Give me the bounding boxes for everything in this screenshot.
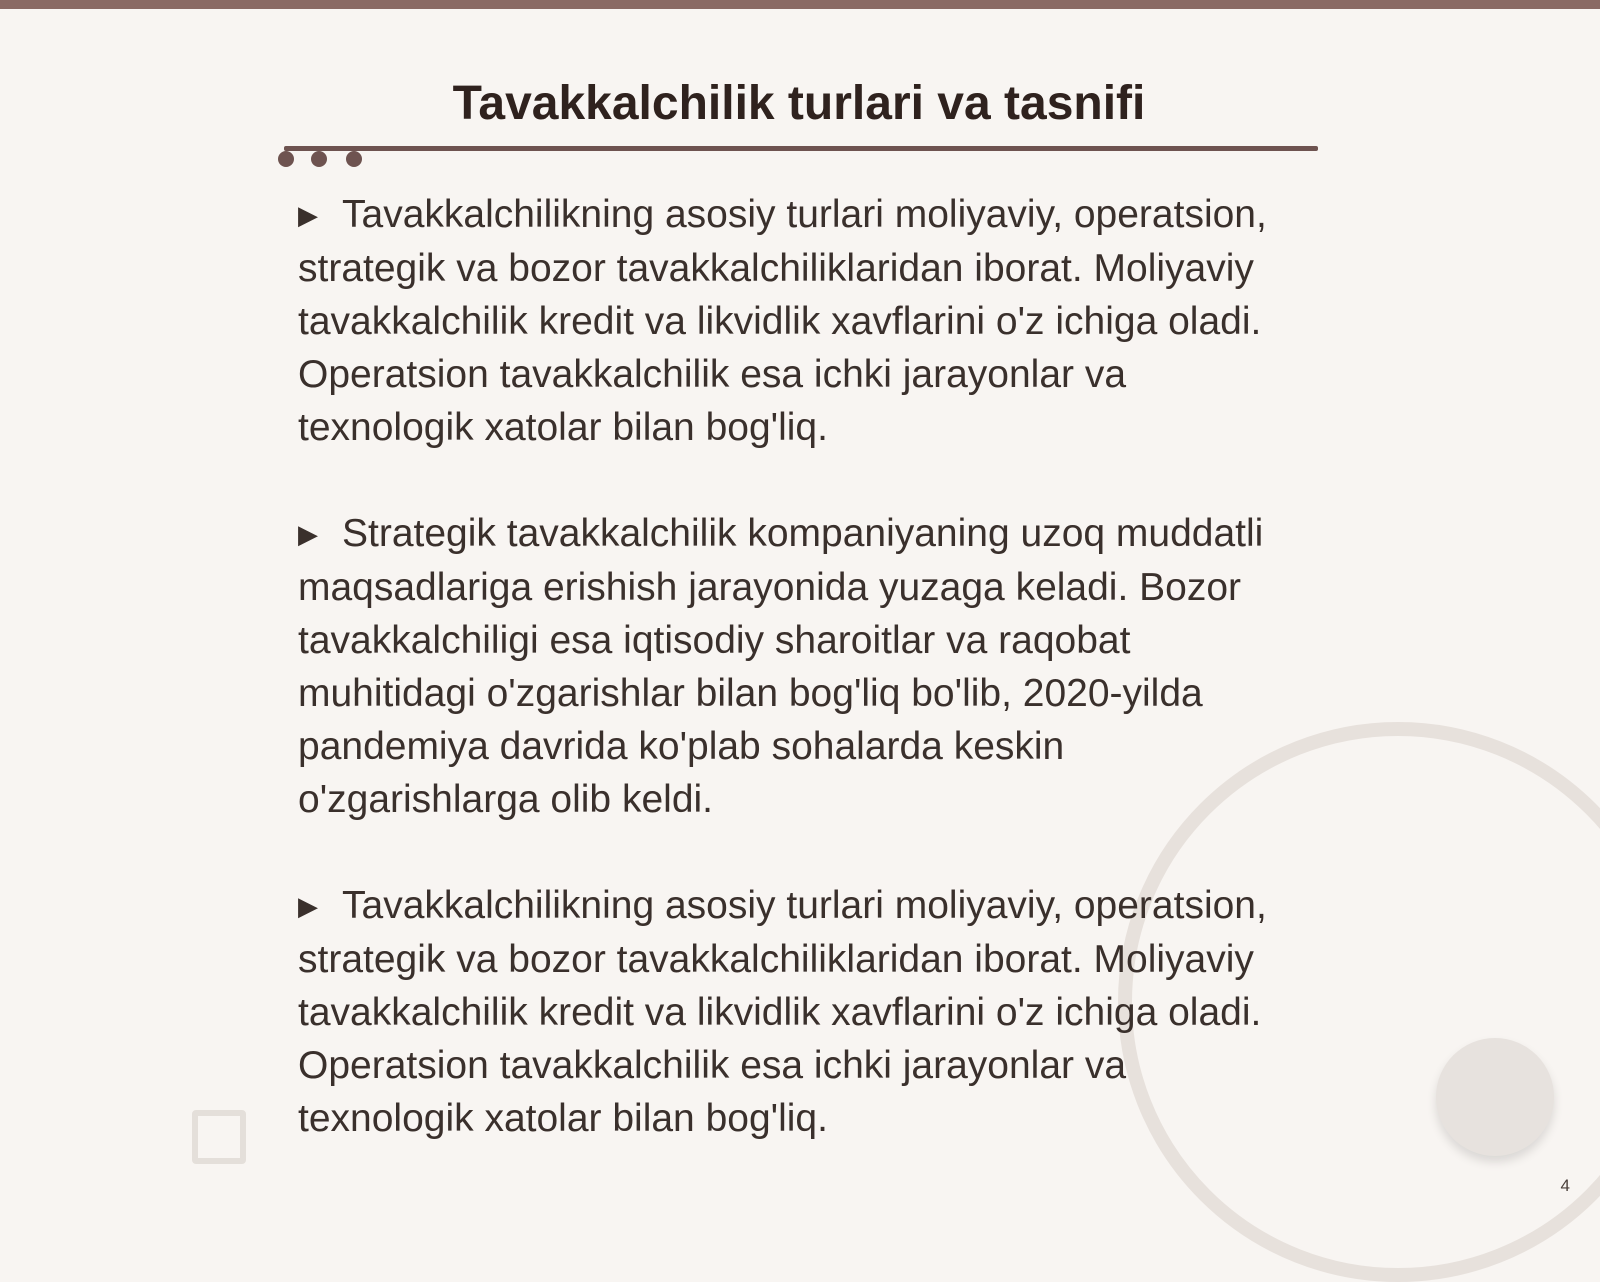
bullet-item	[298, 188, 1308, 454]
bullet-item	[298, 879, 1308, 1145]
decorative-dot	[346, 151, 362, 167]
bullet-arrow-icon: ▶	[298, 891, 318, 921]
decorative-square	[192, 1110, 246, 1164]
decorative-disc	[1436, 1038, 1554, 1156]
bullet-text: Tavakkalchilikning asosiy turlari moliyaviy, operatsion, strategik va bozor tavakkalchiliklaridan iborat. Moliyaviy tavakkalchilik kredit va likvidlik xavflarini o'z ichiga oladi. Operatsion tavakkalchilik esa ichki jarayonlar va texnologik xatolar bilan bog'liq.	[298, 193, 1267, 449]
decorative-dot	[278, 151, 294, 167]
bullet-text: Strategik tavakkalchilik kompaniyaning uzoq muddatli maqsadlariga erishish jarayonida yuzaga keladi. Bozor tavakkalchiligi esa iqtisodiy sharoitlar va raqobat muhitidagi o'zgarishlar bilan bog'liq bo'lib, 2020-yilda pandemiya davrida ko'plab sohalarda keskin o'zgarishlarga olib keldi.	[298, 512, 1264, 821]
bullet-arrow-icon: ▶	[298, 519, 318, 549]
decorative-dot	[311, 151, 327, 167]
page-number: 4	[1560, 1176, 1570, 1195]
bullet-text: Tavakkalchilikning asosiy turlari moliyaviy, operatsion, strategik va bozor tavakkalchiliklaridan iborat. Moliyaviy tavakkalchilik kredit va likvidlik xavflarini o'z ichiga oladi. Operatsion tavakkalchilik esa ichki jarayonlar va texnologik xatolar bilan bog'liq.	[298, 884, 1267, 1140]
bullet-list	[298, 188, 1308, 1198]
slide-title: Tavakkalchilik turlari va tasnifi	[452, 77, 1146, 130]
bullet-item	[298, 507, 1308, 826]
top-accent-bar	[0, 0, 1600, 9]
title-underline	[284, 146, 1318, 151]
bullet-arrow-icon: ▶	[298, 200, 318, 230]
